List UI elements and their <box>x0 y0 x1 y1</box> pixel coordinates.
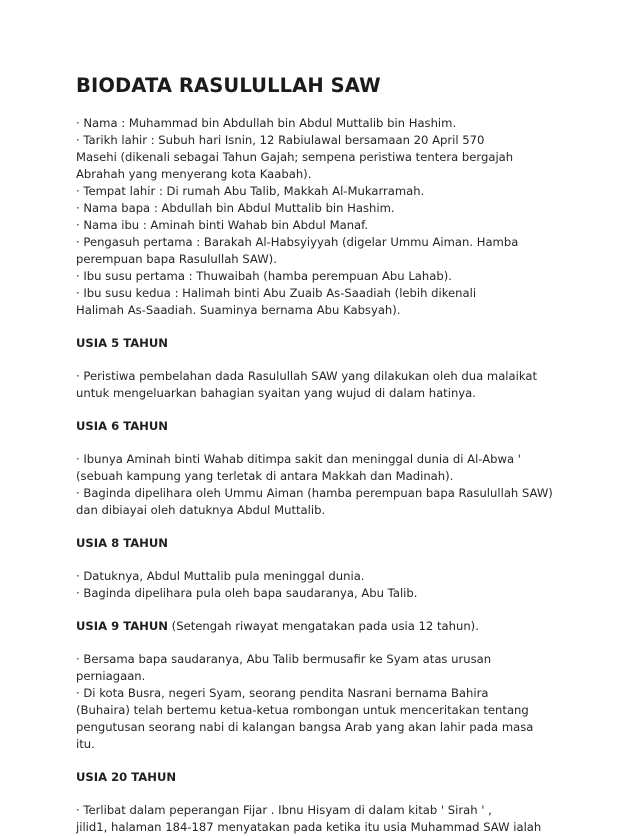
biodata-line: · Ibu susu kedua : Halimah binti Abu Zuaib As-Saadiah (lebih dikenali <box>76 286 477 300</box>
section-line: · Baginda dipelihara pula oleh bapa saudaranya, Abu Talib. <box>76 586 418 600</box>
section-line: (sebuah kampung yang terletak di antara Makkah dan Madinah). <box>76 469 454 483</box>
biodata-list <box>76 115 578 319</box>
biodata-line: · Ibu susu pertama : Thuwaibah (hamba perempuan Abu Lahab). <box>76 269 452 283</box>
section-heading-usia-9 <box>76 618 578 635</box>
section-line: · Baginda dipelihara oleh Ummu Aiman (hamba perempuan bapa Rasulullah SAW) <box>76 486 553 500</box>
section-line: itu. <box>76 737 95 751</box>
section-line: dan dibiayai oleh datuknya Abdul Muttalib. <box>76 503 326 517</box>
biodata-line: · Nama bapa : Abdullah bin Abdul Muttalib bin Hashim. <box>76 201 395 215</box>
biodata-line: Abrahah yang menyerang kota Kaabah). <box>76 167 312 181</box>
section-heading-usia-6: USIA 6 TAHUN <box>76 419 168 433</box>
document-title: BIODATA RASULULLAH SAW <box>76 74 381 97</box>
section-line: · Ibunya Aminah binti Wahab ditimpa sakit dan meninggal dunia di Al-Abwa ' <box>76 452 521 466</box>
section-line: · Terlibat dalam peperangan Fijar . Ibnu Hisyam di dalam kitab ' Sirah ' , <box>76 803 492 817</box>
biodata-line: · Tempat lahir : Di rumah Abu Talib, Makkah Al-Mukarramah. <box>76 184 425 198</box>
section-line: · Bersama bapa saudaranya, Abu Talib bermusafir ke Syam atas urusan <box>76 652 492 666</box>
section-heading-note: (Setengah riwayat mengatakan pada usia 12 tahun). <box>168 619 479 633</box>
biodata-line: · Tarikh lahir : Subuh hari Isnin, 12 Rabiulawal bersamaan 20 April 570 <box>76 133 485 147</box>
section-line: (Buhaira) telah bertemu ketua-ketua rombongan untuk menceritakan tentang <box>76 703 529 717</box>
section-line: · Datuknya, Abdul Muttalib pula meninggal dunia. <box>76 569 365 583</box>
section-heading-usia-8: USIA 8 TAHUN <box>76 536 168 550</box>
biodata-line: Halimah As-Saadiah. Suaminya bernama Abu Kabsyah). <box>76 303 401 317</box>
section-line: · Peristiwa pembelahan dada Rasulullah SAW yang dilakukan oleh dua malaikat <box>76 369 538 383</box>
section-heading-usia-5: USIA 5 TAHUN <box>76 336 168 350</box>
section-line: perniagaan. <box>76 669 146 683</box>
section-heading-label: USIA 9 TAHUN <box>76 619 168 633</box>
section-heading-usia-20: USIA 20 TAHUN <box>76 770 177 784</box>
biodata-line: · Nama : Muhammad bin Abdullah bin Abdul Muttalib bin Hashim. <box>76 116 457 130</box>
section-line: jilid1, halaman 184-187 menyatakan pada ketika itu usia Muhammad SAW ialah <box>76 820 542 834</box>
section-line: untuk mengeluarkan bahagian syaitan yang wujud di dalam hatinya. <box>76 386 476 400</box>
biodata-line: Masehi (dikenali sebagai Tahun Gajah; sempena peristiwa tentera bergajah <box>76 150 514 164</box>
biodata-line: · Nama ibu : Aminah binti Wahab bin Abdul Manaf. <box>76 218 369 232</box>
biodata-line: perempuan bapa Rasulullah SAW). <box>76 252 277 266</box>
section-line: · Di kota Busra, negeri Syam, seorang pendita Nasrani bernama Bahira <box>76 686 489 700</box>
biodata-line: · Pengasuh pertama : Barakah Al-Habsyiyyah (digelar Ummu Aiman. Hamba <box>76 235 519 249</box>
section-line: pengutusan seorang nabi di kalangan bangsa Arab yang akan lahir pada masa <box>76 720 534 734</box>
